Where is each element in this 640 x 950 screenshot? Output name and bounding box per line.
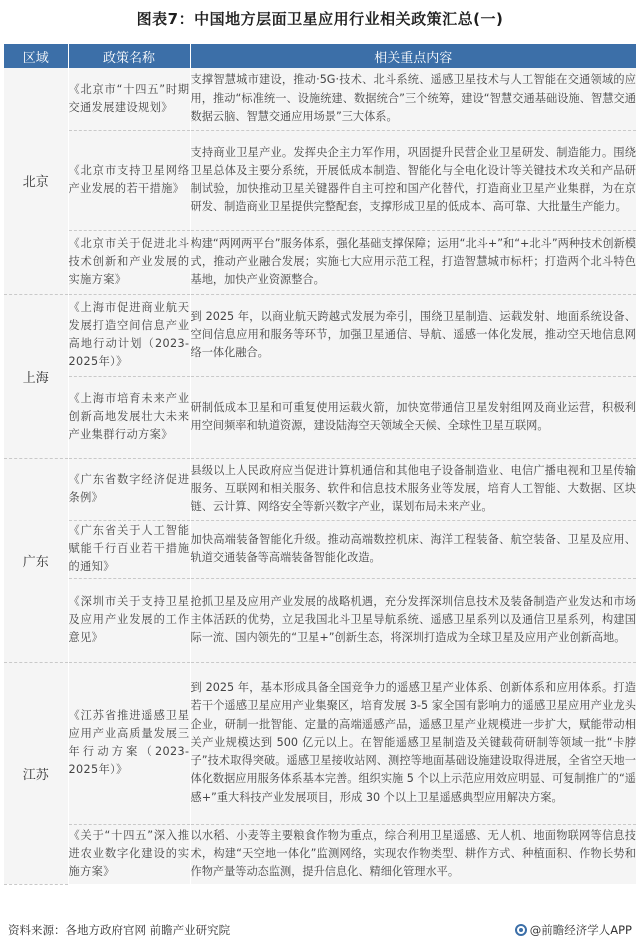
policy-name: 《上海市培育未来产业创新高地发展壮大未来产业集群行动方案》 xyxy=(68,376,190,458)
table-row xyxy=(4,230,636,294)
table-row xyxy=(4,294,636,376)
brand xyxy=(515,922,632,938)
policy-content: 到 2025 年，基本形成具备全国竞争力的遥感卫星产业体系、创新体系和应用体系。打造若干个遥感卫星应用产业集聚区，培育发展 3-5 家全国有影响力的遥感卫星应用产业龙头企业，研制一批智能、定量的高端遥感产品，遥感卫星产业规模进一步扩大，赋能带动相关产业规模达到 500 亿元以上。在智能遥感卫星制造及关键载荷研制等领域一批“卡脖子”技术取得突破。遥感卫星接收站网、测控等地面基础设施建设取得进展，全省空天地一体化数据应用服务体系基本完善。组织实施 5 个以上示范应用效应明显、可复制推广的“遥感+”重大科技产业发展项目，形成 30 个以上卫星遥感典型应用解决方案。 xyxy=(190,662,636,824)
table-row xyxy=(4,376,636,458)
policy-content: 抢抓卫星及应用产业发展的战略机遇，充分发挥深圳信息技术及装备制造产业发达和市场主体活跃的优势，立足我国北斗卫星导航系统、遥感卫星系列以及通信卫星系列，构建国际一流、国内领先的“卫星+”创新生态，将深圳打造成为全球卫星及应用产业创新高地。 xyxy=(190,578,636,662)
header-content: 相关重点内容 xyxy=(190,44,636,68)
table-row xyxy=(4,458,636,520)
policy-name: 《北京市“十四五”时期交通发展建设规划》 xyxy=(68,68,190,130)
source-note: 资料来源：各地方政府官网 前瞻产业研究院 xyxy=(8,923,231,937)
brand-label: @前瞻经济学人APP xyxy=(529,923,632,937)
policy-content: 以水稻、小麦等主要粮食作物为重点，综合利用卫星遥感、无人机、地面物联网等信息技术，构建“天空地一体化”监测网络，实现农作物类型、耕作方式、种植面积、作物长势和作物产量等动态监测，提升信息化、精细化管理水平。 xyxy=(190,824,636,884)
table-row xyxy=(4,520,636,578)
table-header-row xyxy=(4,44,636,68)
policy-name: 《广东省关于人工智能赋能千行百业若干措施的通知》 xyxy=(68,520,190,578)
table-row xyxy=(4,824,636,884)
policy-name: 《关于“十四五”深入推进农业数字化建设的实施方案》 xyxy=(68,824,190,884)
policy-name: 《北京市支持卫星网络产业发展的若干措施》 xyxy=(68,130,190,230)
policy-name: 《广东省数字经济促进条例》 xyxy=(68,458,190,520)
table-row xyxy=(4,578,636,662)
policy-content: 加快高端装备智能化升级。推动高端数控机床、海洋工程装备、航空装备、卫星及应用、轨道交通装备等高端装备智能化改造。 xyxy=(190,520,636,578)
table-row xyxy=(4,662,636,824)
policy-content: 县级以上人民政府应当促进计算机通信和其他电子设备制造业、电信广播电视和卫星传输服务、互联网和相关服务、软件和信息技术服务业等发展，培育人工智能、大数据、区块链、云计算、网络安全等新兴数字产业，谋划布局未来产业。 xyxy=(190,458,636,520)
policy-name: 《深圳市关于支持卫星及应用产业发展的工作意见》 xyxy=(68,578,190,662)
footer xyxy=(0,918,640,942)
region-cell-jiangsu: 江苏 xyxy=(4,662,68,884)
policy-name: 《上海市促进商业航天发展打造空间信息产业高地行动计划（2023-2025年）》 xyxy=(68,294,190,376)
header-region: 区域 xyxy=(4,44,68,68)
region-cell-guangdong: 广东 xyxy=(4,458,68,662)
region-cell-beijing: 北京 xyxy=(4,68,68,294)
table-row xyxy=(4,130,636,230)
policy-content: 到 2025 年，以商业航天跨越式发展为牵引，围绕卫星制造、运载发射、地面系统设备、空间信息应用和服务等环节，加强卫星通信、导航、遥感一体化发展，推动空天地信息网络一体化融合。 xyxy=(190,294,636,376)
policy-content: 研制低成本卫星和可重复使用运载火箭，加快宽带通信卫星发射组网及商业运营，积极利用空间频率和轨道资源，建设陆海空天领域全天候、全球性卫星互联网。 xyxy=(190,376,636,458)
policy-name: 《江苏省推进遥感卫星应用产业高质量发展三年行动方案（2023-2025年）》 xyxy=(68,662,190,824)
policy-content: 支持商业卫星产业。发挥央企主力军作用，巩固提升民营企业卫星研发、制造能力。围绕卫星总体及主要分系统，开展低成本制造、智能化与全电化设计等关键技术攻关和产品研制试验，加快推动卫星关键器件自主可控和国产化替代，打造商业卫星产业集群，为在京研发、制造商业卫星提供完整配套，支撑形成卫星的低成本、高可靠、大批量生产能力。 xyxy=(190,130,636,230)
policy-content: 构建“两网两平台”服务体系，强化基础支撑保障；运用“北斗+”和“+北斗”两种技术创新模式，推动产业融合发展；实施七大应用示范工程，打造智慧城市标杆；打造两个北斗特色基地，加快产业资源整合。 xyxy=(190,230,636,294)
region-cell-shanghai: 上海 xyxy=(4,294,68,458)
table-row xyxy=(4,68,636,130)
policy-name: 《北京市关于促进北斗技术创新和产业发展的实施方案》 xyxy=(68,230,190,294)
policy-table xyxy=(4,44,636,885)
header-policy-name: 政策名称 xyxy=(68,44,190,68)
qianzhan-logo-icon xyxy=(515,924,527,936)
page-title: 图表7：中国地方层面卫星应用行业相关政策汇总(一) xyxy=(136,10,504,28)
policy-content: 支撑智慧城市建设，推动·5G·技术、北斗系统、遥感卫星技术与人工智能在交通领域的应用，推动“标准统一、设施统建、数据统合”三个统筹，建设“智慧交通基础设施、智慧交通数据云脑、智慧交通应用场景”三大体系。 xyxy=(190,68,636,130)
